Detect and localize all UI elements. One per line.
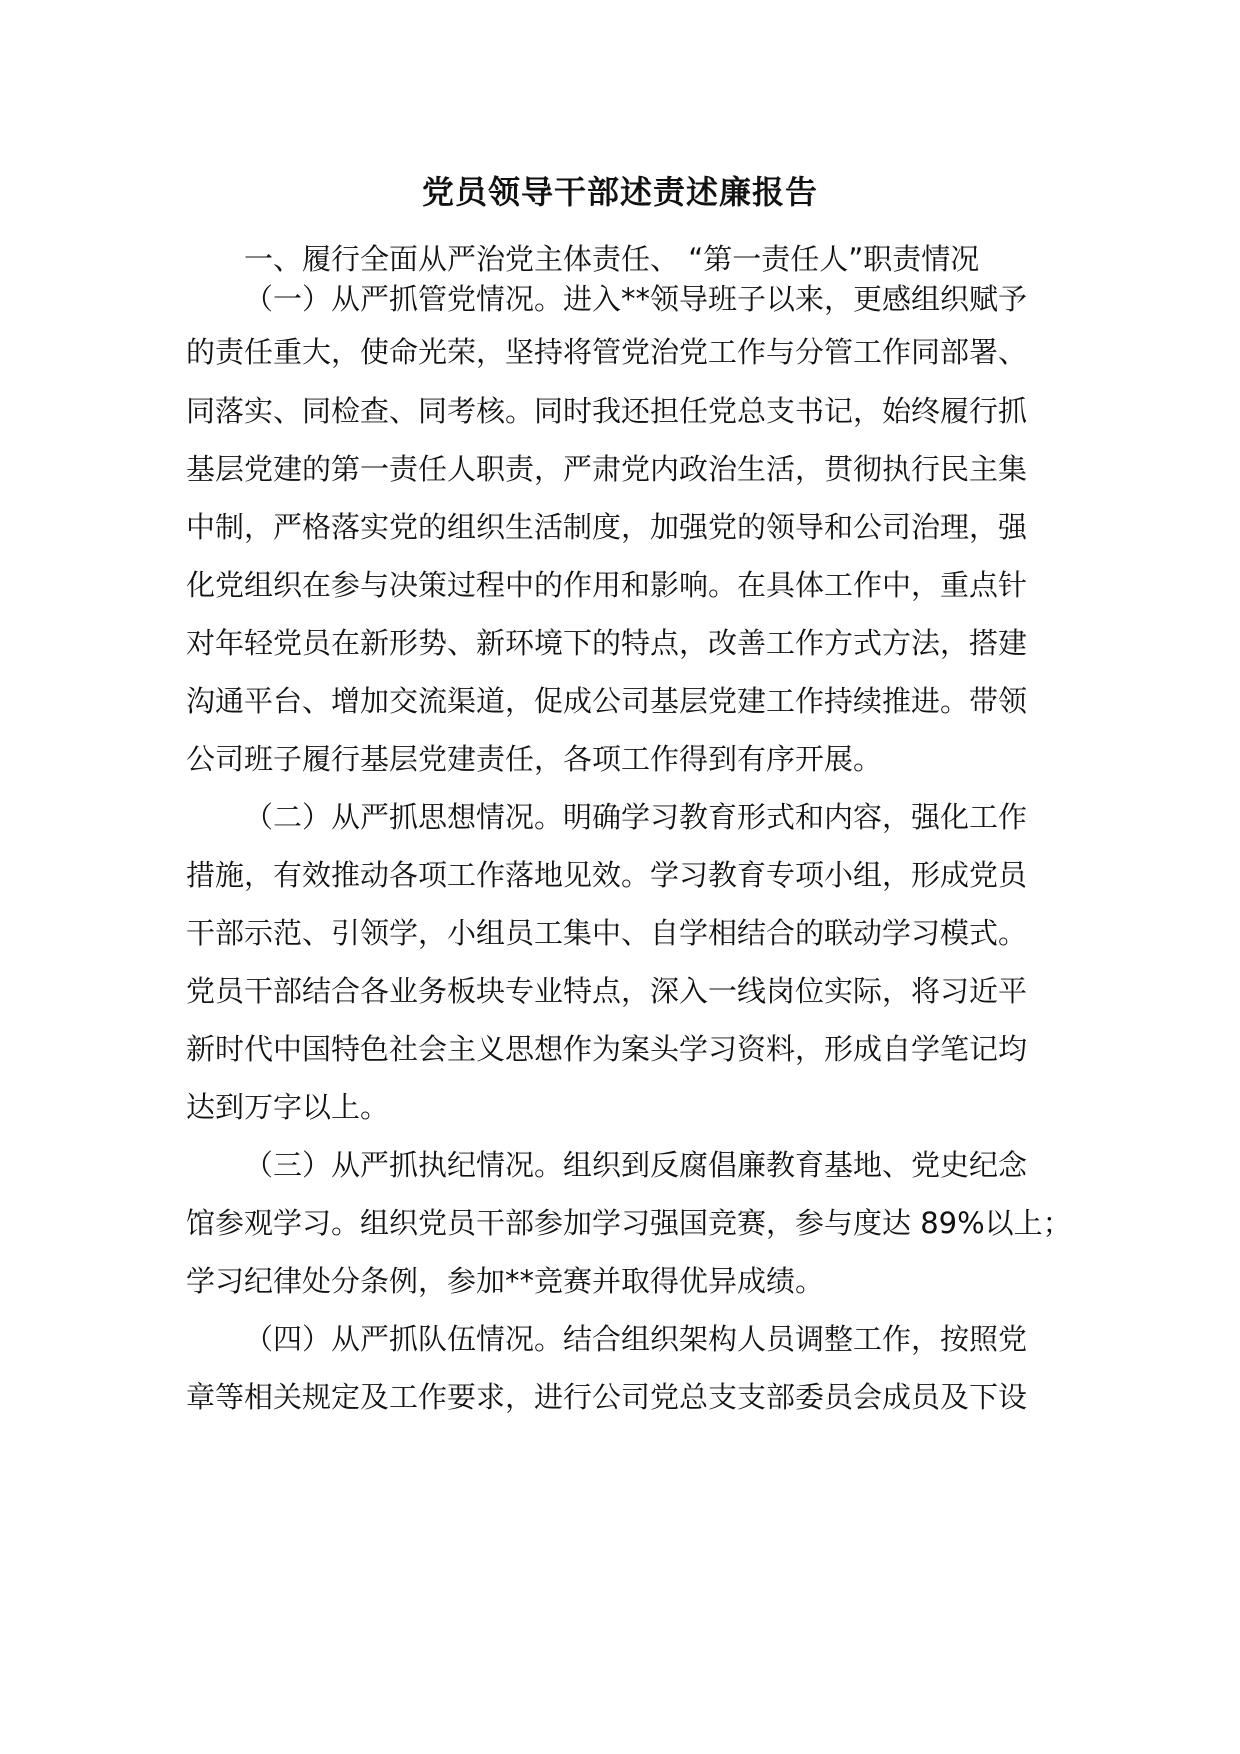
paragraph-line: 学习纪律处分条例，参加**竞赛并取得优异成绩。 [186,1264,825,1298]
paragraph-line: 沟通平台、增加交流渠道，促成公司基层党建工作持续推进。带领 [186,684,1028,718]
paragraph-line: （一）从严抓管党情况。进入**领导班子以来，更感组织赋予 [244,282,1028,316]
paragraph-line: 馆参观学习。组织党员干部参加学习强国竞赛，参与度达 89%以上； [186,1206,1072,1240]
paragraph-line: （二）从严抓思想情况。明确学习教育形式和内容，强化工作 [244,800,1028,834]
paragraph-line: 章等相关规定及工作要求，进行公司党总支支部委员会成员及下设 [186,1380,1028,1414]
paragraph-line: （三）从严抓执纪情况。组织到反腐倡廉教育基地、党史纪念 [244,1148,1028,1182]
section-heading: 一、履行全面从严治党主体责任、 “第一责任人”职责情况 [244,242,980,276]
paragraph-line: 对年轻党员在新形势、新环境下的特点，改善工作方式方法，搭建 [186,626,1028,660]
paragraph-line: 党员干部结合各业务板块专业特点，深入一线岗位实际，将习近平 [186,974,1028,1008]
paragraph-line: 中制，严格落实党的组织生活制度，加强党的领导和公司治理，强 [186,510,1028,544]
paragraph-line: （四）从严抓队伍情况。结合组织架构人员调整工作，按照党 [244,1322,1028,1356]
paragraph-line: 同落实、同检查、同考核。同时我还担任党总支书记，始终履行抓 [186,394,1028,428]
paragraph-line: 干部示范、引领学，小组员工集中、自学相结合的联动学习模式。 [186,916,1028,950]
paragraph-line: 措施，有效推动各项工作落地见效。学习教育专项小组，形成党员 [186,858,1028,892]
paragraph-line: 公司班子履行基层党建责任，各项工作得到有序开展。 [186,742,883,776]
paragraph-line: 达到万字以上。 [186,1090,390,1124]
document-title: 党员领导干部述责述廉报告 [421,173,818,211]
paragraph-line: 化党组织在参与决策过程中的作用和影响。在具体工作中，重点针 [186,568,1028,602]
paragraph-line: 的责任重大，使命光荣，坚持将管党治党工作与分管工作同部署、 [186,335,1028,369]
paragraph-line: 新时代中国特色社会主义思想作为案头学习资料，形成自学笔记均 [186,1032,1028,1066]
paragraph-line: 基层党建的第一责任人职责，严肃党内政治生活，贯彻执行民主集 [186,452,1028,486]
